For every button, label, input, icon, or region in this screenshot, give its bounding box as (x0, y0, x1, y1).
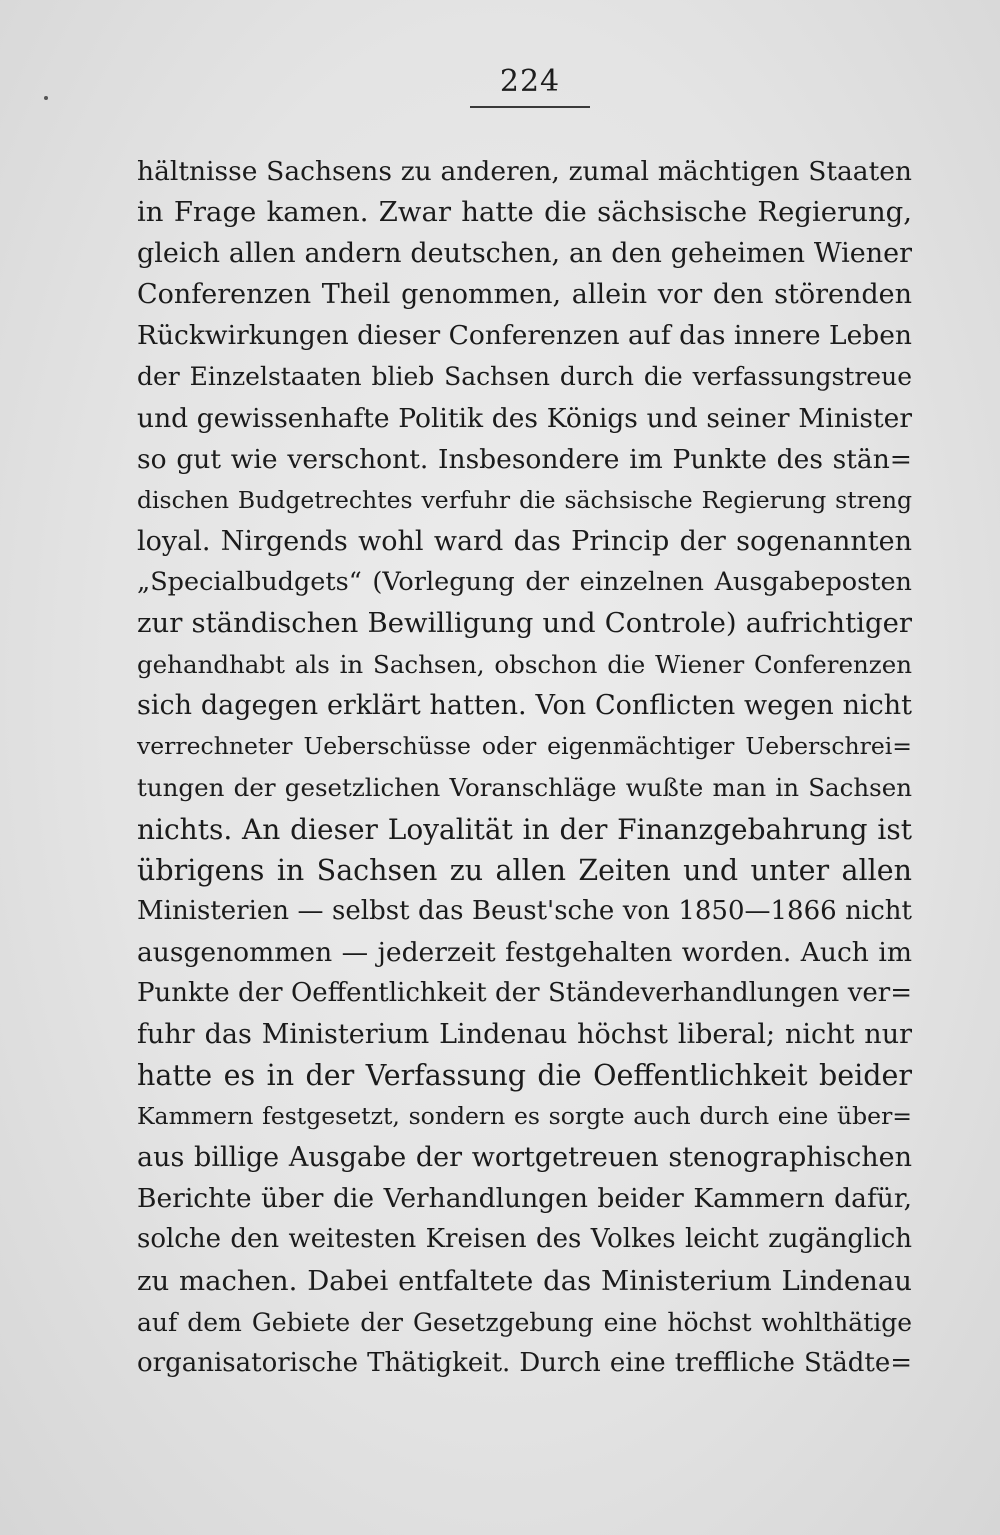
text-line: aus billige Ausgabe der wortgetreuen stenographischen (137, 1142, 912, 1174)
text-line: tungen der gesetzlichen Voranschläge wußte man in Sachsen (137, 773, 912, 803)
text-line: Punkte der Oeffentlichkeit der Ständeverhandlungen ver= (137, 977, 912, 1008)
text-line: loyal. Nirgends wohl ward das Princip der sogenannten (137, 525, 912, 557)
text-line: nichts. An dieser Loyalität in der Finanzgebahrung ist (137, 812, 912, 846)
text-line: gleich allen andern deutschen, an den geheimen Wiener (137, 238, 912, 270)
page-number: 224 (499, 64, 561, 99)
text-line: und gewissenhafte Politik des Königs und seiner Minister (137, 402, 912, 434)
text-line: auf dem Gebiete der Gesetzgebung eine höchst wohlthätige (137, 1307, 912, 1337)
text-line: zu machen. Dabei entfaltete das Ministerium Lindenau (137, 1264, 912, 1297)
text-line: sich dagegen erklärt hatten. Von Conflicten wegen nicht (137, 690, 912, 722)
text-line: gehandhabt als in Sachsen, obschon die Wiener Conferenzen (137, 650, 912, 680)
text-line: hältnisse Sachsens zu anderen, zumal mächtigen Staaten (137, 156, 912, 187)
text-line: dischen Budgetrechtes verfuhr die sächsische Regierung streng (137, 485, 912, 514)
page-header (470, 62, 590, 108)
text-line: zur ständischen Bewilligung und Controle) aufrichtiger (137, 607, 912, 640)
text-line: so gut wie verschont. Insbesondere im Punkte des stän= (137, 443, 912, 475)
text-line: verrechneter Ueberschüsse oder eigenmächtiger Ueberschrei= (137, 732, 912, 761)
text-line: Rückwirkungen dieser Conferenzen auf das innere Leben (137, 320, 912, 352)
body-text (137, 151, 912, 1384)
text-line: Kammern festgesetzt, sondern es sorgte auch durch eine über= (137, 1102, 912, 1131)
text-line: „Specialbudgets“ (Vorlegung der einzelnen Ausgabeposten (137, 566, 912, 597)
header-rule (470, 106, 590, 108)
paper-speck (44, 96, 48, 100)
text-line: ausgenommen — jederzeit festgehalten worden. Auch im (137, 936, 912, 968)
text-line: der Einzelstaaten blieb Sachsen durch die verfassungstreue (137, 362, 912, 392)
text-line: in Frage kamen. Zwar hatte die sächsische Regierung, (137, 196, 912, 229)
text-line: fuhr das Ministerium Lindenau höchst liberal; nicht nur (137, 1018, 912, 1050)
text-line: Conferenzen Theil genommen, allein vor den störenden (137, 279, 912, 311)
text-line: solche den weitesten Kreisen des Volkes leicht zugänglich (137, 1224, 912, 1255)
text-line: Ministerien — selbst das Beust'sche von 1850—1866 nicht (137, 895, 912, 926)
text-line: übrigens in Sachsen zu allen Zeiten und unter allen (137, 853, 912, 887)
text-line: organisatorische Thätigkeit. Durch eine treffliche Städte= (137, 1347, 912, 1378)
text-line: hatte es in der Verfassung die Oeffentlichkeit beider (137, 1059, 912, 1093)
text-line: Berichte über die Verhandlungen beider Kammern dafür, (137, 1183, 912, 1215)
